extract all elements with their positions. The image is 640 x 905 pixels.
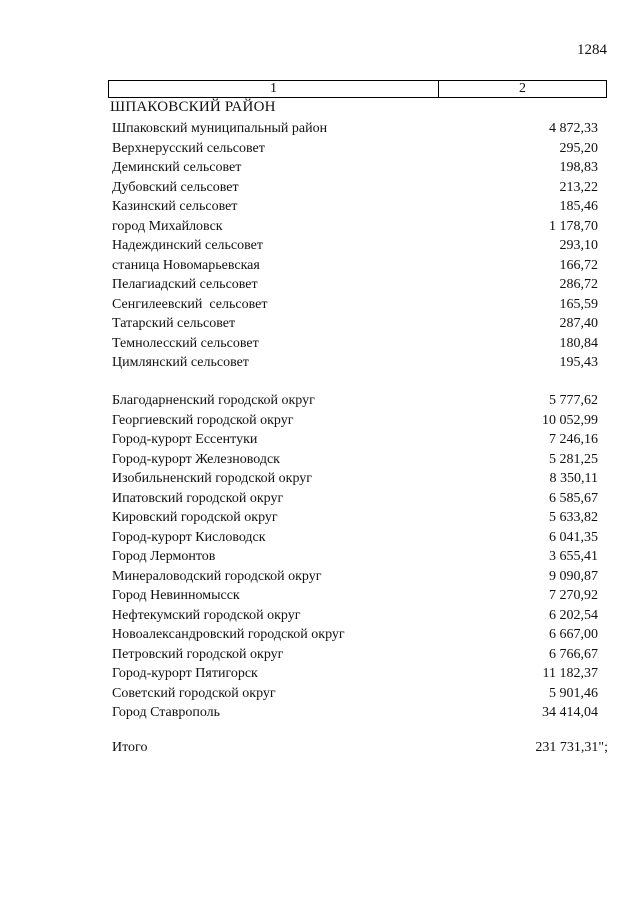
row-name: Пелагиадский сельсовет (112, 277, 258, 292)
table-row (112, 334, 598, 354)
section-2-list (112, 391, 598, 723)
row-value: 5 281,25 (549, 451, 598, 467)
table-row (112, 391, 598, 411)
row-name: Новоалександровский городской округ (112, 627, 345, 642)
region-title: ШПАКОВСКИЙ РАЙОН (110, 99, 276, 115)
column-header-2: 2 (519, 81, 526, 96)
row-value: 198,83 (559, 160, 598, 175)
row-name: Нефтекумский городской округ (112, 607, 301, 623)
row-name: Дубовский сельсовет (112, 179, 239, 195)
row-value: 4 872,33 (549, 121, 598, 136)
row-value: 165,59 (559, 296, 598, 312)
table-row (112, 528, 598, 548)
row-value: 180,84 (559, 335, 598, 351)
row-name: Город Лермонтов (112, 549, 216, 564)
column-header-1: 1 (109, 81, 439, 97)
row-value: 8 350,11 (549, 471, 598, 486)
row-name: Петровский городской округ (112, 646, 284, 662)
table-row (112, 256, 598, 276)
table-row (112, 567, 598, 587)
table-row (112, 547, 598, 567)
row-value: 295,20 (559, 140, 598, 156)
table-row (112, 197, 598, 217)
table-header (108, 80, 607, 98)
table-row (112, 489, 598, 509)
table-row (112, 158, 598, 178)
table-row (112, 469, 598, 489)
table-row (112, 664, 598, 684)
page-number: 1284 (577, 42, 607, 58)
row-name: Советский городской округ (112, 685, 276, 701)
row-name: Цимлянский сельсовет (112, 355, 249, 370)
table-row (112, 275, 598, 295)
row-value: 3 655,41 (549, 549, 598, 564)
row-name: Минераловодский городской округ (112, 568, 322, 584)
row-name: Город Ставрополь (112, 705, 221, 720)
row-value: 5 901,46 (549, 685, 598, 701)
row-name: Город Невинномысск (112, 588, 240, 603)
total-label: Итого (112, 740, 148, 755)
row-value: 6 041,35 (549, 529, 598, 545)
table-row (112, 139, 598, 159)
table-row (112, 314, 598, 334)
table-row (112, 411, 598, 431)
row-value: 34 414,04 (542, 705, 598, 720)
row-name: Город-курорт Пятигорск (112, 666, 258, 681)
row-value: 7 246,16 (549, 432, 598, 447)
section-1-list (112, 119, 598, 373)
row-name: Изобильненский городской округ (112, 471, 313, 486)
row-name: Георгиевский городской округ (112, 412, 294, 428)
row-value: 9 090,87 (549, 568, 598, 584)
table-row (112, 508, 598, 528)
row-name: Темнолесский сельсовет (112, 335, 259, 351)
row-name: Город-курорт Кисловодск (112, 529, 266, 545)
row-name: Кировский городской округ (112, 510, 278, 525)
row-value: 195,43 (559, 355, 598, 370)
total-row (112, 738, 608, 757)
row-value: 287,40 (559, 316, 598, 331)
row-value: 5 633,82 (549, 510, 598, 525)
row-value: 5 777,62 (549, 393, 598, 408)
table-row (112, 684, 598, 704)
row-value: 286,72 (559, 277, 598, 292)
row-name: Благодарненский городской округ (112, 393, 315, 408)
table-row (112, 703, 598, 723)
row-name: Верхнерусский сельсовет (112, 140, 265, 156)
row-name: станица Новомарьевская (112, 257, 260, 273)
row-value: 11 182,37 (542, 666, 598, 681)
row-name: Казинский сельсовет (112, 199, 238, 214)
row-value: 10 052,99 (542, 412, 598, 428)
table-row (112, 236, 598, 256)
row-value: 6 585,67 (549, 490, 598, 506)
row-name: Ипатовский городской округ (112, 490, 284, 506)
row-name: Сенгилеевский сельсовет (112, 296, 268, 312)
row-name: город Михайловск (112, 218, 223, 234)
table-row (112, 606, 598, 626)
row-value: 293,10 (559, 238, 598, 253)
row-value: 213,22 (559, 179, 598, 195)
row-name: Город-курорт Ессентуки (112, 432, 258, 447)
table-row (112, 217, 598, 237)
table-row (112, 178, 598, 198)
table-row (112, 295, 598, 315)
table-row (112, 625, 598, 645)
row-name: Деминский сельсовет (112, 160, 242, 175)
table-row (112, 353, 598, 373)
row-value: 6 667,00 (549, 627, 598, 642)
total-value: 231 731,31"; (535, 740, 608, 755)
row-value: 6 766,67 (549, 646, 598, 662)
row-value: 1 178,70 (549, 218, 598, 234)
row-value: 7 270,92 (549, 588, 598, 603)
row-value: 166,72 (559, 257, 598, 273)
table-row (112, 450, 598, 470)
row-name: Шпаковский муниципальный район (112, 121, 328, 136)
row-value: 6 202,54 (549, 607, 598, 623)
row-name: Татарский сельсовет (112, 316, 236, 331)
table-row (112, 430, 598, 450)
table-row (112, 586, 598, 606)
table-row (112, 119, 598, 139)
row-name: Город-курорт Железноводск (112, 451, 280, 467)
row-name: Надеждинский сельсовет (112, 238, 263, 253)
row-value: 185,46 (559, 199, 598, 214)
table-row (112, 645, 598, 665)
